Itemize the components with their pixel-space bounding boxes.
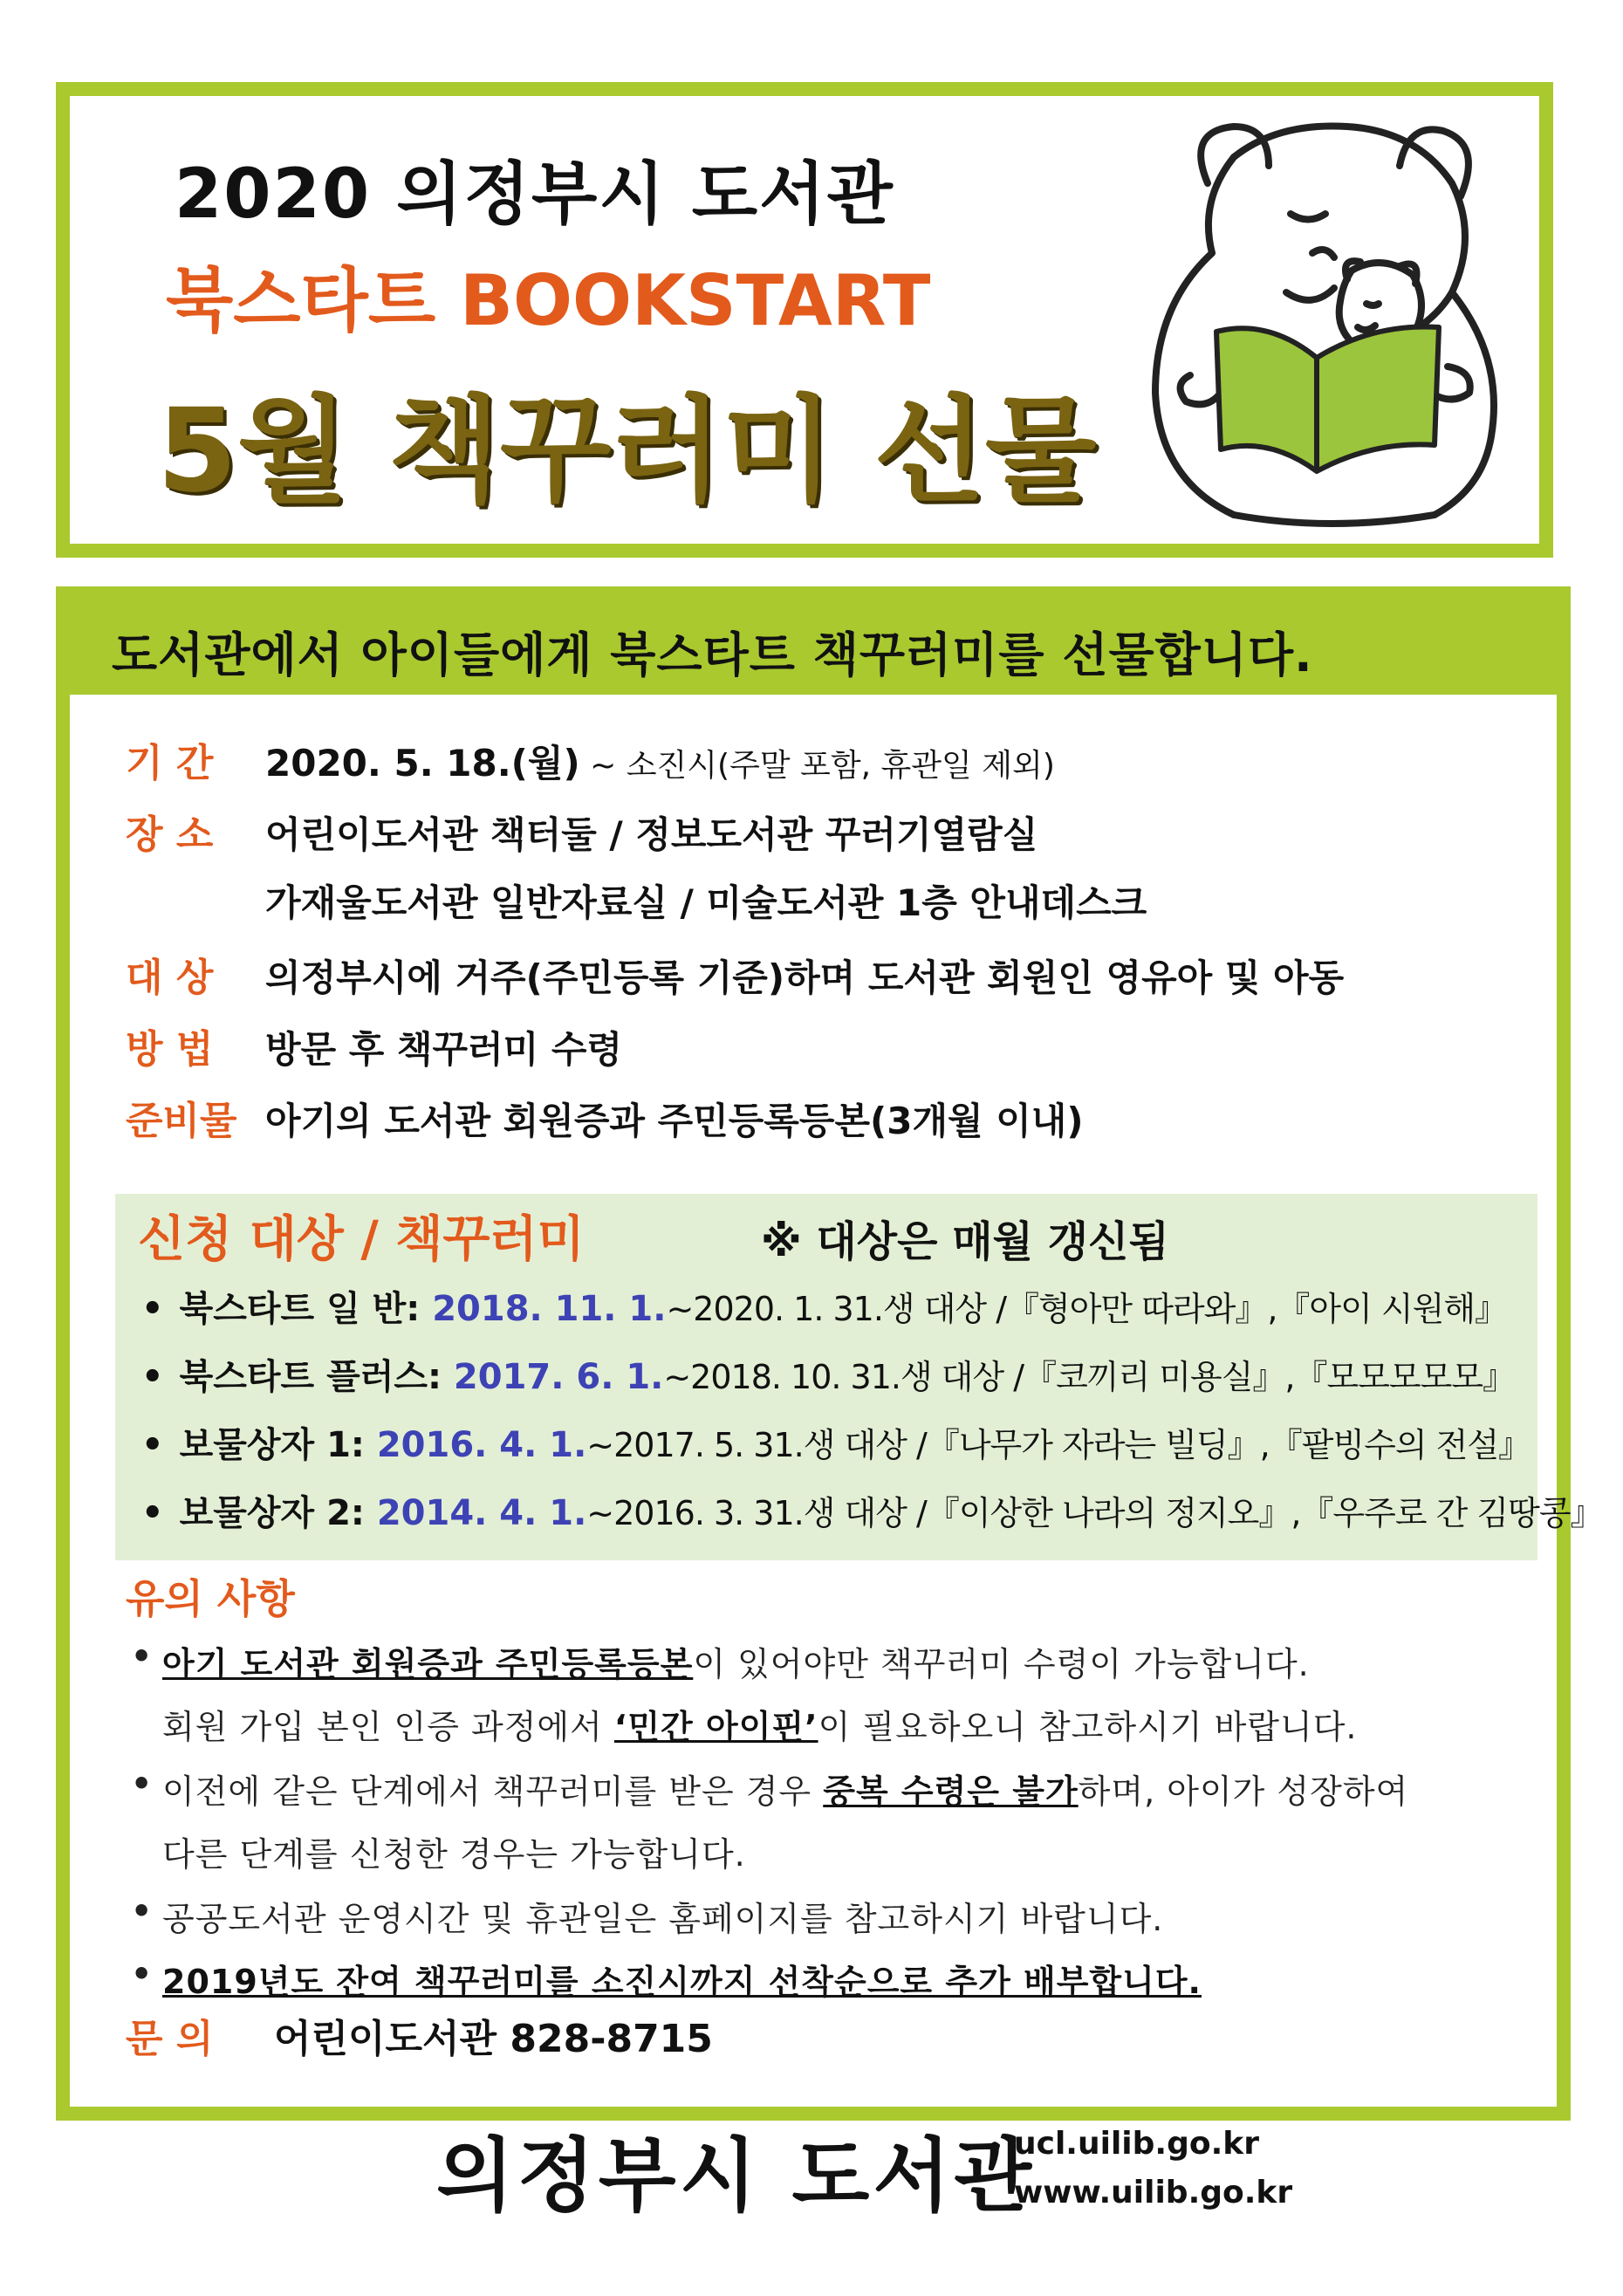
header-main-title: 5월 책꾸러미 선물: [157, 384, 1097, 518]
apply-item: • 북스타트 일 반: 2018. 11. 1.~2020. 1. 31.생 대상 /『형아만 따라와』,『아이 시원해』: [141, 1289, 1508, 1329]
info-target: [126, 946, 1344, 1002]
info-place: [126, 803, 1037, 859]
note-1b: 회원 가입 본인 인증 과정에서 ‘민간 아이핀’이 필요하오니 참고하시기 바랍니다.: [162, 1708, 1358, 1746]
info-method-value: 방문 후 책꾸러미 수령: [265, 1028, 623, 1071]
banner-text: 도서관에서 아이들에게 북스타트 책꾸러미를 선물합니다.: [112, 627, 1313, 682]
info-prep-value: 아기의 도서관 회원증과 주민등록등본(3개월 이내): [265, 1100, 1084, 1142]
apply-note: ※ 대상은 매월 갱신됨: [761, 1217, 1169, 1266]
note-2: • 이전에 같은 단계에서 책꾸러미를 받은 경우 중복 수령은 불가하며, 아이가 성장하여: [131, 1765, 1409, 1811]
bullet-icon: •: [131, 1892, 154, 1930]
note-3: • 공공도서관 운영시간 및 휴관일은 홈페이지를 참고하시기 바랍니다.: [131, 1892, 1164, 1938]
info-place-2: [126, 874, 1147, 927]
apply-item: • 보물상자 2: 2014. 4. 1.~2016. 3. 31.생 대상 /『이상한 나라의 정지오』,『우주로 간 김땅콩』: [141, 1493, 1603, 1533]
info-period: [126, 731, 1055, 787]
bullet-icon: •: [141, 1357, 164, 1397]
apply-section: [115, 1194, 1603, 1560]
footer-library-name: 의정부시 도서관: [436, 2129, 1036, 2223]
bullet-icon: •: [141, 1289, 164, 1329]
info-period-extra: ~ 소진시(주말 포함, 휴관일 제외): [579, 748, 1055, 784]
info-target-label: 대 상: [126, 956, 214, 1000]
apply-item: • 북스타트 플러스: 2017. 6. 1.~2018. 10. 31.생 대상 /『코끼리 미용실』,『모모모모모』: [141, 1357, 1516, 1397]
info-method-label: 방 법: [126, 1027, 214, 1072]
bullet-icon: •: [131, 1955, 154, 1993]
apply-item: • 보물상자 1: 2016. 4. 1.~2017. 5. 31.생 대상 /『나무가 자라는 빌딩』,『팥빙수의 전설』: [141, 1425, 1531, 1465]
info-method: [126, 1018, 622, 1073]
info-prep: [126, 1089, 1084, 1145]
banner-bar: [70, 600, 1557, 695]
contact-value: 어린이도서관 828-8715: [274, 2017, 713, 2061]
content-box: [56, 586, 1603, 2121]
info-place-value-2: 가재울도서관 일반자료실 / 미술도서관 1층 안내데스크: [265, 881, 1147, 924]
notes-title: 유의 사항: [126, 1575, 295, 1622]
note-4: • 2019년도 잔여 책꾸러미를 소진시까지 선착순으로 추가 배부합니다.: [131, 1955, 1202, 2001]
bullet-icon: •: [141, 1493, 164, 1533]
info-prep-label: 준비물: [126, 1099, 237, 1143]
bullet-icon: •: [141, 1425, 164, 1465]
info-target-value: 의정부시에 거주(주민등록 기준)하며 도서관 회원인 영유아 및 아동: [265, 956, 1345, 999]
footer-url-2[interactable]: www.uilib.go.kr: [1014, 2175, 1293, 2210]
contact-label: 문 의: [126, 2017, 214, 2061]
header-subtitle: 북스타트 BOOKSTART: [166, 260, 931, 341]
note-2b: 다른 단계를 신청한 경우는 가능합니다.: [162, 1835, 746, 1874]
info-place-value-1: 어린이도서관 책터둘 / 정보도서관 꾸러기열람실: [265, 813, 1038, 856]
bullet-icon: •: [131, 1765, 154, 1803]
bullet-icon: •: [131, 1637, 154, 1676]
header-year-title: 2020 의정부시 도서관: [175, 155, 894, 234]
apply-title: 신청 대상 / 책꾸러미: [138, 1211, 585, 1268]
note-1: • 아기 도서관 회원증과 주민등록등본이 있어야만 책꾸러미 수령이 가능합니다.: [131, 1637, 1310, 1683]
contact-row: [126, 2007, 713, 2063]
info-place-label: 장 소: [126, 812, 214, 857]
info-period-value: [265, 735, 1055, 787]
header-box: [56, 82, 1553, 558]
bear-reading-illustration: [1138, 105, 1513, 541]
footer-url-1[interactable]: ucl.uilib.go.kr: [1014, 2126, 1259, 2162]
info-period-label: 기 간: [126, 741, 214, 785]
info-period-date: 2020. 5. 18.(월): [265, 742, 580, 785]
